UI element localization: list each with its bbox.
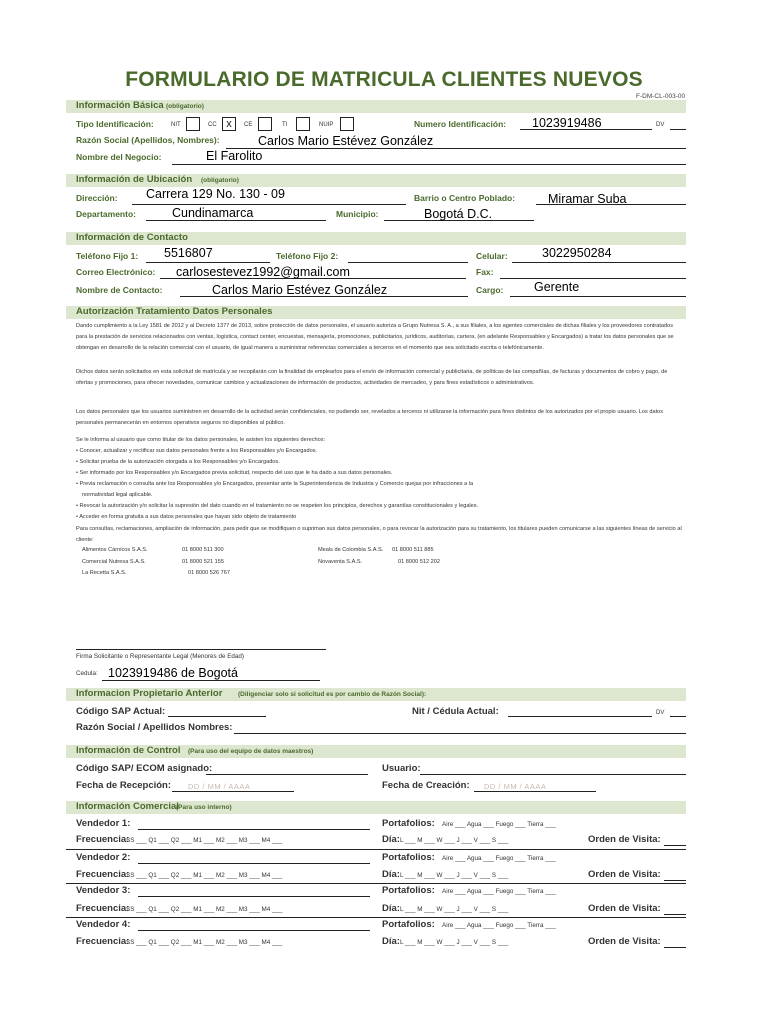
opt-ti-label: TI — [282, 122, 288, 128]
opt-nit-checkbox[interactable] — [186, 117, 200, 131]
orden-visita-line[interactable] — [664, 947, 686, 948]
usuario-line[interactable] — [420, 774, 686, 775]
section-note: (Para uso interno) — [176, 804, 232, 811]
portafolios-options[interactable]: Aire ___ Agua ___ Fuego ___ Tierra ___ — [442, 855, 556, 862]
frecuencia-options[interactable]: SS ___ Q1 ___ Q2 ___ M1 ___ M2 ___ M3 ___ M4 ___ — [126, 837, 283, 844]
line-phone: 01 8000 526 767 — [188, 570, 230, 576]
line-phone: 01 8000 511 300 — [182, 547, 224, 553]
telefono1-line — [146, 262, 270, 263]
opt-cc-checkbox[interactable]: x — [222, 117, 236, 131]
right-item: • Acceder en forma gratuita a sus datos personales que hayan sido objeto de tratamiento — [76, 514, 297, 520]
rights-list — [76, 446, 684, 523]
numero-id-value[interactable]: 1023919486 — [532, 116, 602, 130]
celular-value[interactable]: 3022950284 — [542, 246, 612, 260]
departamento-line — [146, 220, 326, 221]
vendedor-line[interactable] — [138, 930, 370, 931]
barrio-value[interactable]: Miramar Suba — [548, 192, 627, 206]
section-note: (Diligenciar solo si solicitud es por cambio de Razón Social): — [238, 691, 427, 698]
negocio-label: Nombre del Negocio: — [76, 152, 162, 162]
prev-sap-label: Código SAP Actual: — [76, 706, 166, 717]
line-phone: 01 8000 512 202 — [398, 559, 440, 565]
dia-options[interactable]: L ___ M ___ W ___ J ___ V ___ S ___ — [400, 837, 509, 844]
auth-paragraph-5: Para consultas, reclamaciones, ampliación de información, para pedir que se modifiquen o supriman sus datos personales, o para revocar la autorización para su tratamiento, los titulares pueden comunicarse a las siguientes líneas de servicio al cliente: — [76, 526, 682, 543]
departamento-value[interactable]: Cundinamarca — [172, 206, 254, 220]
opt-nuip-checkbox[interactable] — [340, 117, 354, 131]
direccion-line — [132, 204, 406, 205]
vendedor-label: Vendedor 3: — [76, 885, 131, 896]
frecuencia-label: Frecuencia: — [76, 834, 130, 845]
section-title: Información de Contacto — [76, 232, 188, 243]
section-title: Autorización Tratamiento Datos Personales — [76, 306, 273, 317]
telefono1-label: Teléfono Fijo 1: — [76, 251, 139, 261]
razon-social-line — [226, 148, 686, 149]
section-note: (Para uso del equipo de datos maestros) — [188, 748, 314, 755]
prev-razon-label: Razón Social / Apellidos Nombres: — [76, 722, 233, 733]
fecha-recepcion-placeholder: DD / MM / AAAA — [188, 782, 251, 791]
right-item: • Revocar la autorización y/o solicitar la supresión del dato cuando en el tratamiento no se respeten los principios, derechos y garantías constitucionales y legales. — [76, 503, 479, 509]
cargo-line — [510, 296, 686, 297]
section-title: Informacion Propietario Anterior — [76, 688, 223, 699]
fecha-creacion-label: Fecha de Creación: — [382, 780, 470, 791]
barrio-label: Barrio o Centro Poblado: — [414, 193, 516, 203]
row-separator — [66, 917, 686, 918]
municipio-label: Municipio: — [336, 209, 379, 219]
line-phone: 01 8000 521 155 — [182, 559, 224, 565]
opt-nit-label: NIT — [171, 122, 181, 128]
portafolios-label: Portafolios: — [382, 852, 435, 863]
prev-nit-label: Nit / Cédula Actual: — [412, 706, 499, 717]
frecuencia-label: Frecuencia: — [76, 869, 130, 880]
frecuencia-options[interactable]: SS ___ Q1 ___ Q2 ___ M1 ___ M2 ___ M3 ___ M4 ___ — [126, 906, 283, 913]
contact-name-label: Nombre de Contacto: — [76, 285, 163, 295]
right-item: • Previa reclamación o consulta ante los Responsables y/o Encargados, presentar ante la Superintendencia de Industria y Comercio quejas por infracciones a la — [76, 481, 474, 487]
prev-razon-line[interactable] — [234, 733, 686, 734]
frecuencia-options[interactable]: SS ___ Q1 ___ Q2 ___ M1 ___ M2 ___ M3 ___ M4 ___ — [126, 872, 283, 879]
fecha-creacion-placeholder: DD / MM / AAAA — [484, 782, 547, 791]
section-previous-header — [66, 688, 686, 701]
cedula-value[interactable]: 1023919486 de Bogotá — [108, 666, 238, 680]
dia-options[interactable]: L ___ M ___ W ___ J ___ V ___ S ___ — [400, 872, 509, 879]
portafolios-options[interactable]: Aire ___ Agua ___ Fuego ___ Tierra ___ — [442, 922, 556, 929]
departamento-label: Departamento: — [76, 209, 136, 219]
form-code: F-DM-CL-003-00 — [636, 93, 686, 100]
orden-visita-label: Orden de Visita: — [588, 834, 661, 845]
numero-id-label: Numero Identificación: — [414, 119, 507, 129]
opt-ti-checkbox[interactable] — [296, 117, 310, 131]
orden-visita-label: Orden de Visita: — [588, 869, 661, 880]
orden-visita-label: Orden de Visita: — [588, 903, 661, 914]
portafolios-label: Portafolios: — [382, 919, 435, 930]
opt-nuip-label: NUIP — [319, 122, 334, 128]
right-item: • Conocer, actualizar y rectificar sus datos personales frente a los Responsables y/o Encargados. — [76, 448, 318, 454]
email-value[interactable]: carlosestevez1992@gmail.com — [176, 265, 350, 279]
dv-label: DV — [656, 122, 665, 128]
municipio-value[interactable]: Bogotá D.C. — [424, 207, 493, 221]
prev-nit-line[interactable] — [508, 716, 652, 717]
telefono1-value[interactable]: 5516807 — [164, 246, 213, 260]
fax-label: Fax: — [476, 267, 494, 277]
cargo-value[interactable]: Gerente — [534, 280, 580, 294]
line-name: La Recetta S.A.S. — [82, 570, 127, 576]
auth-paragraph-1: Dando cumplimiento a la Ley 1581 de 2012 y al Decreto 1377 de 2013, sobre protección de datos personales, el usuario autoriza a Grupo Nutresa S. A., a sus filiales, a los agentes comerciales de dichas filiales y los proveedores contratados para la prestación de servicios relacionados con ventas, logística, contact center, encuestas, mensajería, promociones, publicitarios, jurídicos, auditorías, cartera, (en adelante Responsables y Encargados) a tratar los datos personales que se obtengan en desarrollo de la relación comercial con el usuario, de igual manera a suministrar referencias comerciales a terceros en el momento que sea solicitado escrita o telefónicamente. — [76, 323, 674, 351]
cedula-label: Cedula: — [76, 670, 98, 677]
telefono2-line[interactable] — [348, 262, 468, 263]
row-separator — [66, 883, 686, 884]
line-name: Novaventa S.A.S. — [318, 559, 363, 565]
section-note: (obligatorio) — [166, 103, 204, 110]
portafolios-options[interactable]: Aire ___ Agua ___ Fuego ___ Tierra ___ — [442, 821, 556, 828]
line-phone: 01 8000 511 885 — [392, 547, 434, 553]
direccion-label: Dirección: — [76, 193, 118, 203]
dia-label: Día: — [382, 903, 400, 914]
section-control-header — [66, 745, 686, 758]
direccion-value[interactable]: Carrera 129 No. 130 - 09 — [146, 187, 285, 201]
celular-label: Celular: — [476, 251, 508, 261]
section-location-header — [66, 174, 686, 187]
frecuencia-label: Frecuencia: — [76, 903, 130, 914]
usuario-label: Usuario: — [382, 763, 421, 774]
contact-name-value[interactable]: Carlos Mario Estévez González — [212, 283, 388, 297]
frecuencia-label: Frecuencia: — [76, 936, 130, 947]
sap-asignado-line[interactable] — [206, 774, 368, 775]
fecha-recepcion-label: Fecha de Recepción: — [76, 780, 172, 791]
orden-visita-line[interactable] — [664, 880, 686, 881]
dia-options[interactable]: L ___ M ___ W ___ J ___ V ___ S ___ — [400, 939, 509, 946]
sap-asignado-label: Código SAP/ ECOM asignado: — [76, 763, 213, 774]
section-note: (obligatorio) — [201, 177, 239, 184]
dia-label: Día: — [382, 936, 400, 947]
vendedor-line[interactable] — [138, 863, 370, 864]
line-name: Meals de Colombia S.A.S. — [318, 547, 384, 553]
signature-label: Firma Solicitante o Representante Legal (Menores de Edad) — [76, 653, 245, 660]
right-item: • Solicitar prueba de la autorización otorgada a los Responsables y/o Encargados. — [76, 459, 280, 465]
prev-dv-line[interactable] — [670, 716, 686, 717]
vendedor-label: Vendedor 1: — [76, 818, 131, 829]
line-name: Comercial Nutresa S.A.S. — [82, 559, 146, 565]
auth-paragraph-4: Se le informa al usuario que como titular de los datos personales, le asisten los siguientes derechos: — [76, 437, 326, 443]
orden-visita-line[interactable] — [664, 845, 686, 846]
dia-label: Día: — [382, 869, 400, 880]
dv-line[interactable] — [670, 129, 686, 130]
frecuencia-options[interactable]: SS ___ Q1 ___ Q2 ___ M1 ___ M2 ___ M3 ___ M4 ___ — [126, 939, 283, 946]
section-title: Información Básica — [76, 100, 164, 111]
dia-options[interactable]: L ___ M ___ W ___ J ___ V ___ S ___ — [400, 906, 509, 913]
dia-label: Día: — [382, 834, 400, 845]
negocio-line — [172, 164, 686, 165]
portafolios-label: Portafolios: — [382, 885, 435, 896]
orden-visita-label: Orden de Visita: — [588, 936, 661, 947]
signature-line[interactable] — [76, 649, 326, 650]
cargo-label: Cargo: — [476, 285, 504, 295]
row-separator — [66, 849, 686, 850]
vendedor-label: Vendedor 2: — [76, 852, 131, 863]
right-item: • Ser informado por los Responsables y/o Encargados previa solicitud, respecto del uso que le ha dado a sus datos personales. — [76, 470, 393, 476]
opt-cc-label: CC — [208, 122, 217, 128]
opt-ce-label: CE — [244, 122, 253, 128]
section-title: Información de Control — [76, 745, 181, 756]
auth-paragraph-2: Dichos datos serán solicitados en esta solicitud de matrícula y se recopilarán con la finalidad de emplearlos para el envío de información comercial y publicitaria, de políticas de las compañías, de facturas y documentos de cobro y pago, de ofertas y promociones, para ofrecer novedades, comunicar cambios y actualizaciones de información de productos, actividades de mercadeo, y para fines estadísticos o administrativos. — [76, 369, 668, 386]
fax-line[interactable] — [500, 278, 686, 279]
fecha-creacion-line[interactable] — [474, 791, 596, 792]
opt-ce-checkbox[interactable] — [258, 117, 272, 131]
vendedor-line[interactable] — [138, 829, 370, 830]
email-label: Correo Electrónico: — [76, 267, 156, 277]
razon-social-label: Razón Social (Apellidos, Nombres): — [76, 135, 220, 145]
portafolios-label: Portafolios: — [382, 818, 435, 829]
section-basic-header — [66, 100, 686, 113]
tipo-id-label: Tipo Identificación: — [76, 119, 154, 129]
auth-paragraph-3: Los datos personales que los usuarios suministren en desarrollo de la actividad serán confidenciales, no pudiendo ser, revelados a terceros ni utilizarse la información para fines distintos de los autorizados por el propio usuario. Los datos personales permanecerán en entornos operativos seguros no disponibles al público. — [76, 409, 664, 426]
section-title: Información de Ubicación — [76, 174, 193, 185]
vendedor-label: Vendedor 4: — [76, 919, 131, 930]
section-auth-header — [66, 306, 686, 319]
vendedor-line[interactable] — [138, 896, 370, 897]
razon-social-value[interactable]: Carlos Mario Estévez González — [258, 134, 434, 148]
cedula-line — [102, 680, 320, 681]
celular-line — [512, 262, 686, 263]
orden-visita-line[interactable] — [664, 914, 686, 915]
form-title: FORMULARIO DE MATRICULA CLIENTES NUEVOS — [125, 68, 643, 91]
negocio-value[interactable]: El Farolito — [206, 149, 263, 163]
section-commercial-header — [66, 801, 686, 814]
portafolios-options[interactable]: Aire ___ Agua ___ Fuego ___ Tierra ___ — [442, 888, 556, 895]
line-name: Alimentos Cárnicos S.A.S. — [82, 547, 148, 553]
prev-dv-label: DV — [656, 710, 665, 716]
section-contact-header — [66, 232, 686, 245]
telefono2-label: Teléfono Fijo 2: — [276, 251, 339, 261]
fecha-recepcion-line[interactable] — [172, 791, 294, 792]
section-title: Información Comercial — [76, 801, 179, 812]
right-item: normatividad legal aplicable. — [82, 492, 153, 498]
prev-sap-line[interactable] — [168, 716, 266, 717]
